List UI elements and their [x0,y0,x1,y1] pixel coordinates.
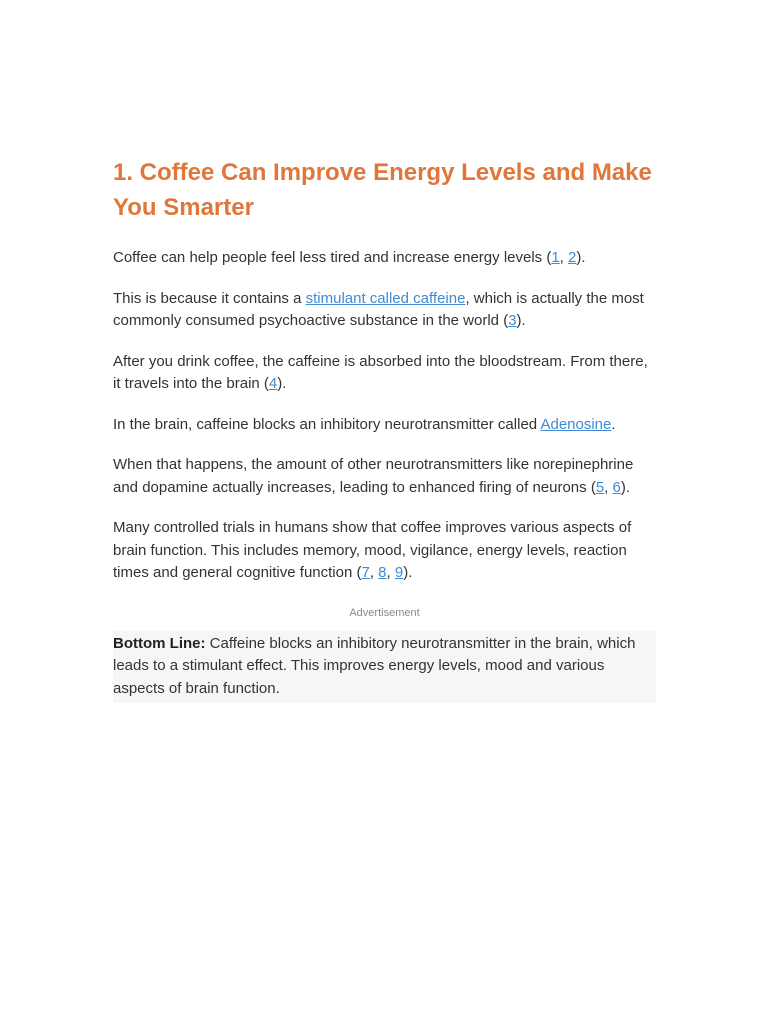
paragraph-text: ). [277,375,287,392]
citation-separator: , [386,564,395,581]
paragraph-text: Many controlled trials in humans show that coffee improves various aspects of brain function. This includes memory, mood, vigilance, energy levels, reaction times and general cognitive function ( [113,519,632,581]
paragraph-text: In the brain, caffeine blocks an inhibitory neurotransmitter called [113,415,541,433]
paragraph-bloodstream [113,351,656,396]
paragraph-trials [113,517,656,585]
paragraph-text: , which is actually the most commonly consumed psychoactive substance in the world ( [113,289,644,329]
advertisement-label: Advertisement [349,606,420,619]
stimulant-caffeine-link[interactable]: stimulant called caffeine [305,289,466,307]
paragraph-text: After you drink coffee, the caffeine is absorbed into the bloodstream. From there, it travels into the brain ( [113,352,648,392]
adenosine-link[interactable]: Adenosine [540,415,612,433]
paragraph-energy [113,247,656,270]
citation-link-4[interactable]: 4 [268,375,278,392]
paragraph-text: When that happens, the amount of other neurotransmitters like norepinephrine and dopamine actually increases, leading to enhanced firing of neurons ( [113,456,634,496]
paragraph-text: ). [516,312,526,329]
paragraph-neurotransmitters [113,454,656,499]
paragraph-adenosine [113,414,656,437]
bottom-line-label: Bottom Line: [113,634,206,652]
citation-separator: , [604,478,613,496]
section-title: 1. Coffee Can Improve Energy Levels and Make You Smarter [113,159,652,221]
citation-link-8[interactable]: 8 [378,564,387,581]
paragraph-text: Coffee can help people feel less tired and increase energy levels ( [113,249,552,266]
citation-separator: , [559,249,569,266]
citation-link-7[interactable]: 7 [361,564,370,581]
citation-link-5[interactable]: 5 [595,478,605,496]
citation-link-3[interactable]: 3 [508,312,517,329]
bottom-line-summary [113,631,656,704]
citation-link-9[interactable]: 9 [394,564,404,581]
citation-link-6[interactable]: 6 [612,478,621,496]
paragraph-text: This is because it contains a [113,289,306,307]
bottom-line-text: Caffeine blocks an inhibitory neurotransmitter in the brain, which leads to a stimulant effect. This improves energy levels, mood and various aspects of brain function. [113,634,636,697]
paragraph-caffeine [113,288,656,333]
paragraph-text: ). [403,564,413,581]
citation-link-2[interactable]: 2 [568,249,577,266]
paragraph-text: ). [620,478,631,496]
article-section [113,155,656,703]
citation-link-1[interactable]: 1 [551,249,560,266]
citation-separator: , [369,564,379,581]
paragraph-text: . [611,415,616,433]
paragraph-text: ). [576,249,586,266]
